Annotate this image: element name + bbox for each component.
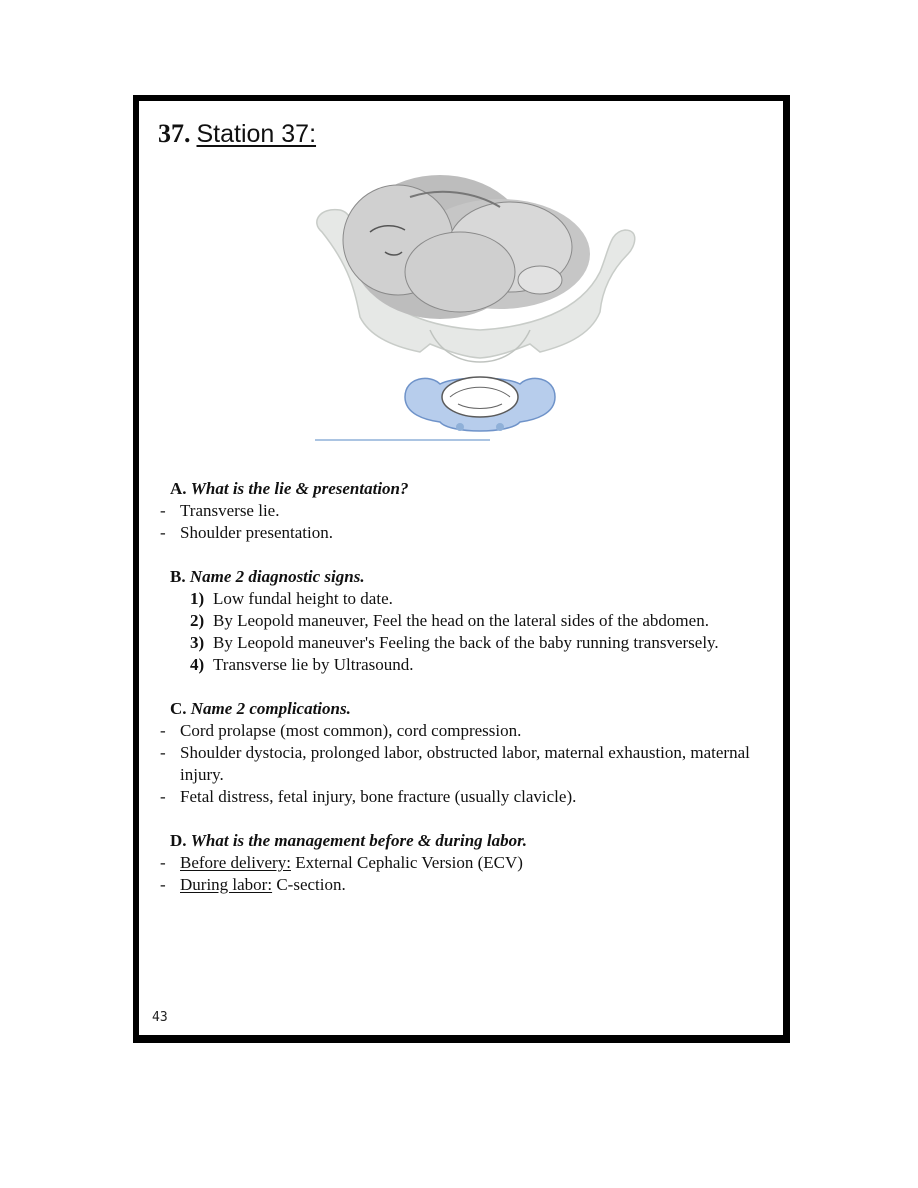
question-d-letter: D. (170, 831, 187, 850)
question-c-letter: C. (170, 699, 187, 718)
answer-a-1: - Transverse lie. (158, 500, 768, 522)
questions-content (158, 478, 768, 896)
question-a-letter: A. (170, 479, 187, 498)
answer-c-1: - Cord prolapse (most common), cord compression. (158, 720, 768, 742)
station-number: 37. (158, 119, 191, 148)
sign-text: Transverse lie by Ultrasound. (213, 655, 414, 674)
answer-d-2-label: During labor: (180, 875, 273, 894)
sign-item (190, 654, 768, 676)
answer-d-2 (158, 874, 768, 896)
sign-item (190, 588, 768, 610)
answer-c-3: - Fetal distress, fetal injury, bone fracture (usually clavicle). (158, 786, 768, 808)
question-a (158, 478, 768, 500)
sign-number: 1) (190, 589, 205, 608)
question-b (158, 566, 768, 588)
sign-number: 3) (190, 633, 205, 652)
sign-text: Low fundal height to date. (213, 589, 393, 608)
page-number: 43 (152, 1010, 168, 1025)
sign-text: By Leopold maneuver's Feeling the back of the baby running transversely. (213, 633, 719, 652)
answer-d-1 (158, 852, 768, 874)
answer-d-1-label: Before delivery: (180, 853, 291, 872)
question-d-text: What is the management before & during labor. (190, 831, 528, 850)
sign-number: 4) (190, 655, 205, 674)
question-c (158, 698, 768, 720)
answer-d-2-text: C-section. (272, 875, 346, 894)
question-d (158, 830, 768, 852)
sign-item (190, 632, 768, 654)
sign-text: By Leopold maneuver, Feel the head on the lateral sides of the abdomen. (213, 611, 709, 630)
question-b-letter: B. (170, 567, 186, 586)
answer-c-2: - Shoulder dystocia, prolonged labor, obstructed labor, maternal exhaustion, maternal injury. (158, 742, 768, 786)
answer-a-2: - Shoulder presentation. (158, 522, 768, 544)
sign-number: 2) (190, 611, 205, 630)
question-c-text: Name 2 complications. (190, 699, 351, 718)
station-heading: Station 37: (196, 120, 317, 148)
question-b-text: Name 2 diagnostic signs. (189, 567, 365, 586)
fetus-transverse-lie-illustration (310, 152, 650, 444)
diagnostic-signs-list (158, 588, 768, 676)
answer-d-1-text: External Cephalic Version (ECV) (290, 853, 523, 872)
sign-item (190, 610, 768, 632)
station-title (158, 118, 316, 150)
question-a-text: What is the lie & presentation? (190, 479, 409, 498)
